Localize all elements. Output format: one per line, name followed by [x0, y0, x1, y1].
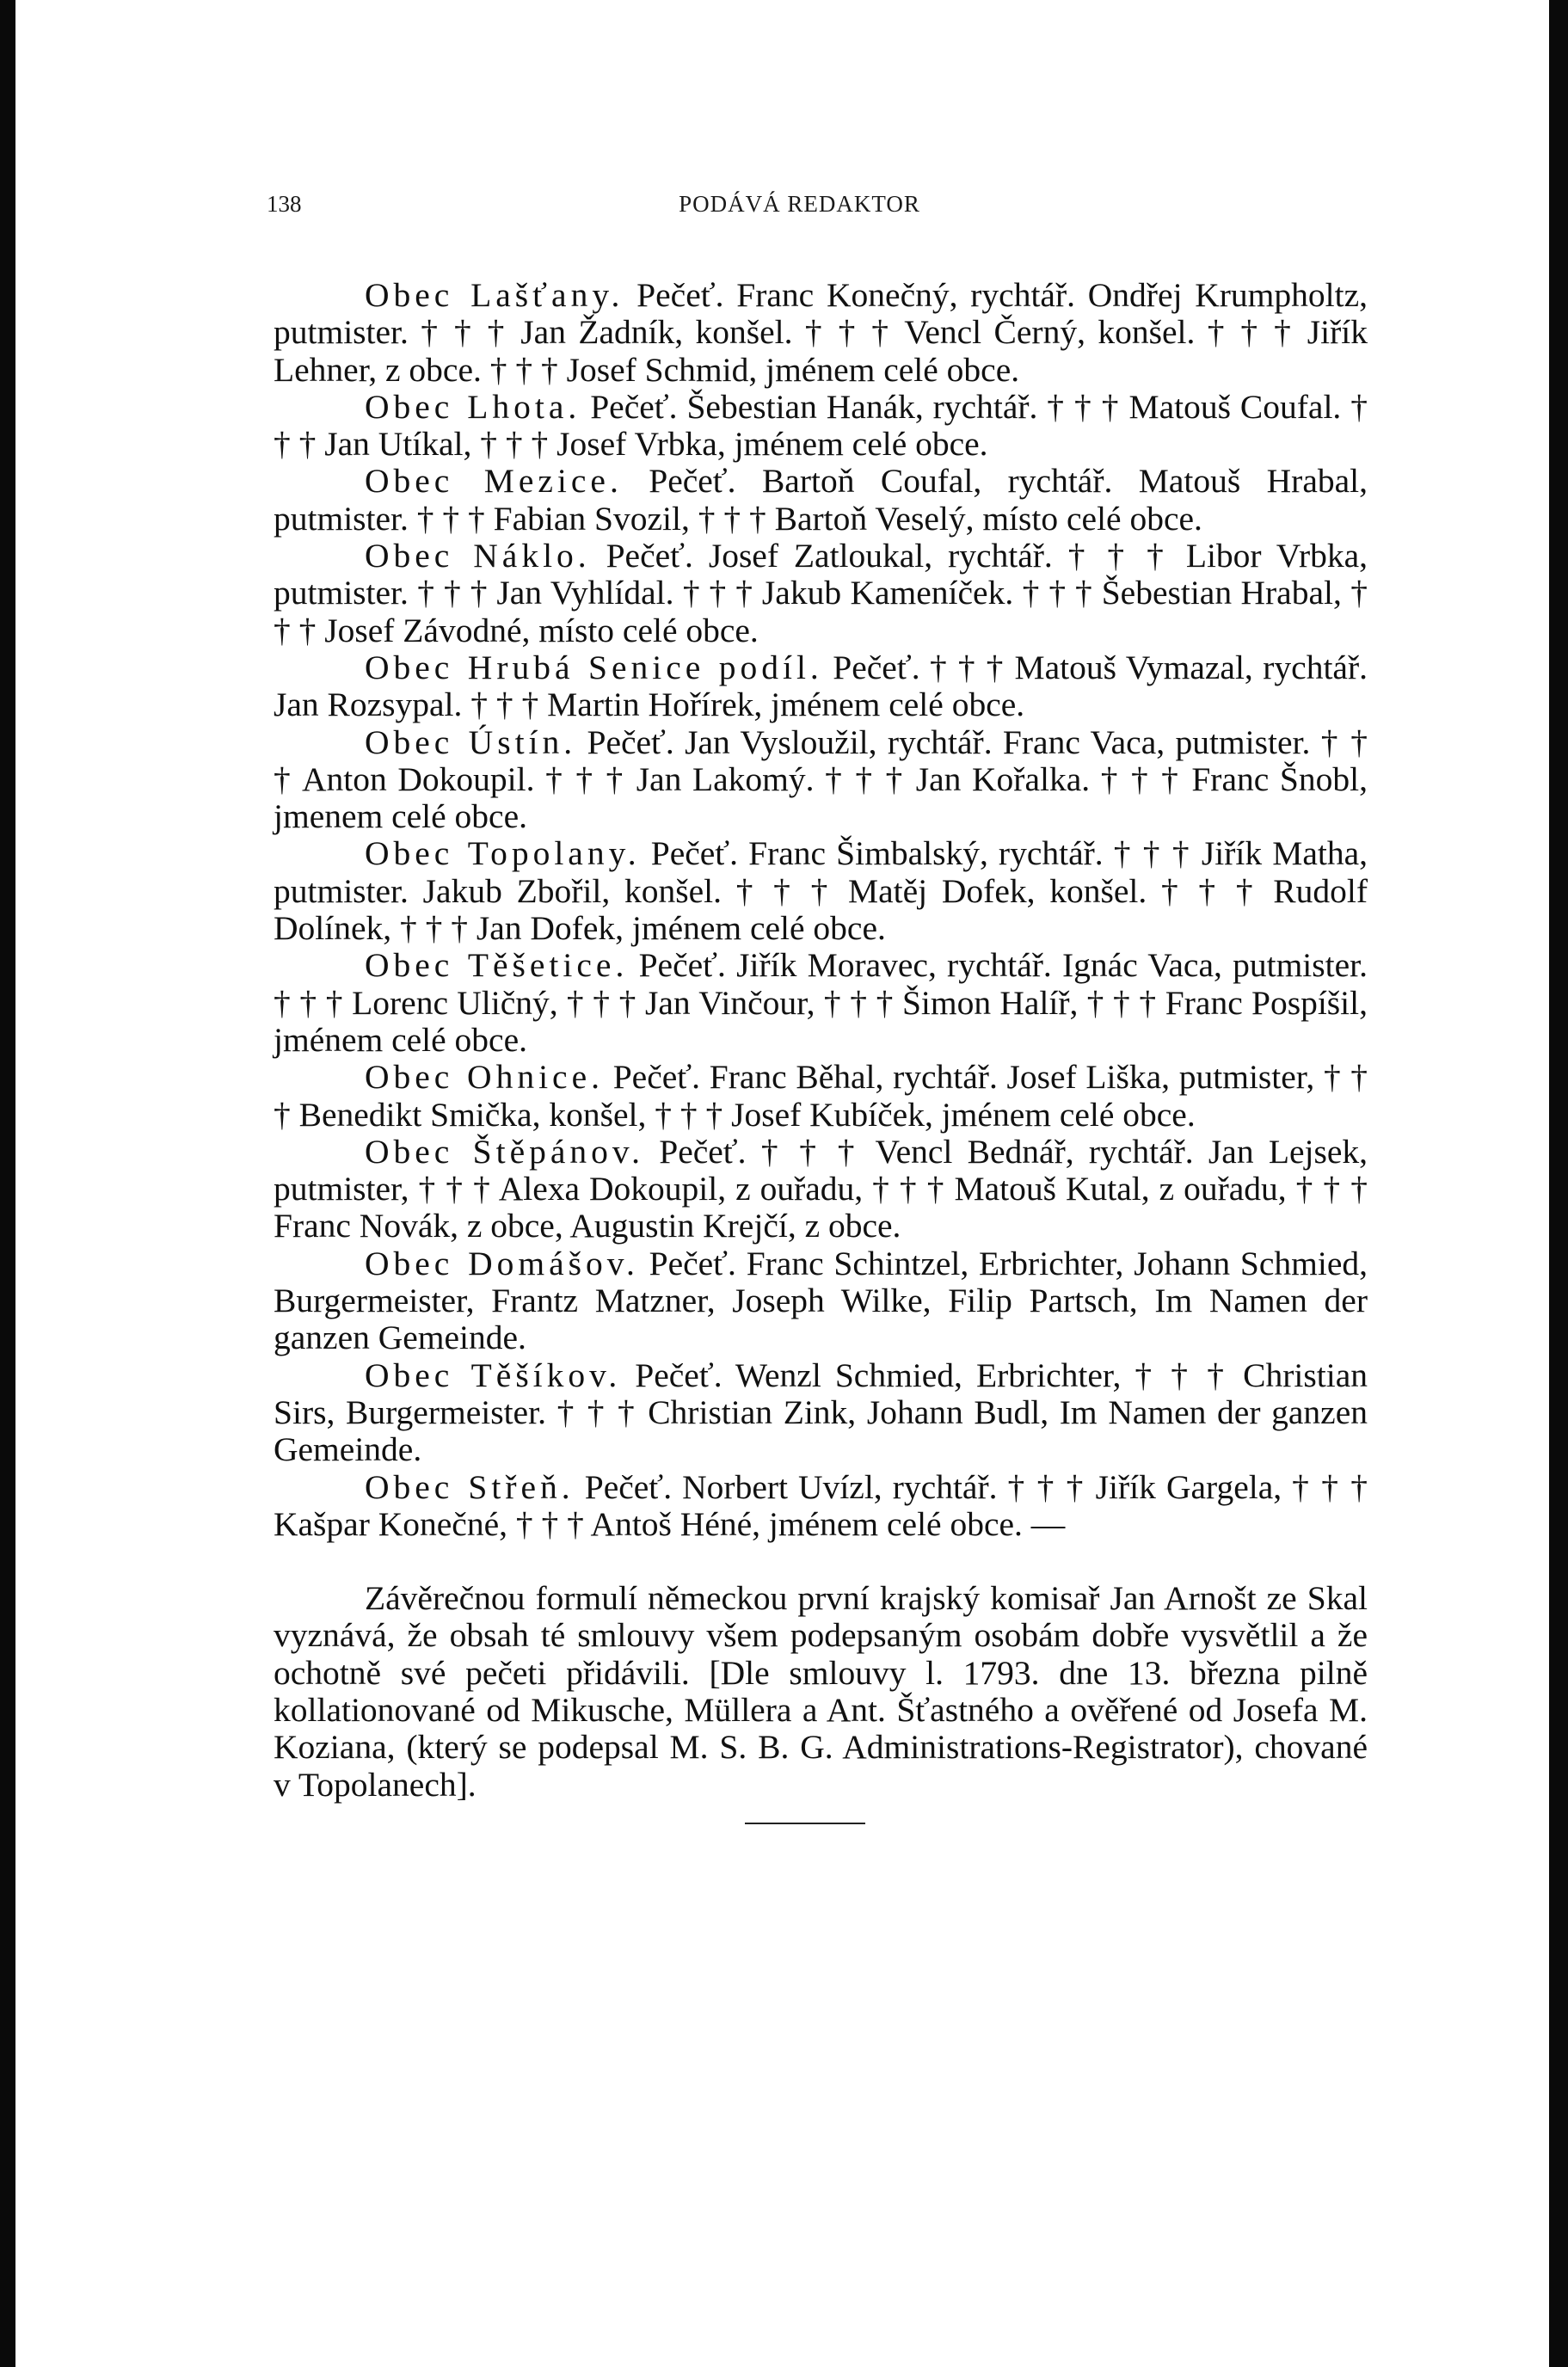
entry-paragraph	[274, 947, 1368, 1059]
village-name: Obec Ústín.	[365, 722, 577, 761]
running-head: PODÁVÁ REDAKTOR	[679, 191, 920, 217]
village-name: Obec Hrubá Senice podíl.	[365, 648, 823, 686]
entry-paragraph	[274, 277, 1368, 389]
village-name: Obec Lašťany.	[365, 276, 624, 314]
entry-text: Pečeť. † † † Vencl Bednář, rychtář. Jan Lejsek, putmister, † † † Alexa Dokoupil, z ouřadu, † † † Matouš Kutal, z ouřadu, † † † Franc Novák, z obce, Augustin Krejčí, z obce.	[274, 1132, 1368, 1245]
entry-paragraph	[274, 389, 1368, 464]
entry-paragraph	[274, 724, 1368, 836]
entry-text: Pečeť. Franc Schintzel, Erbrichter, Johann Schmied, Burgermeister, Frantz Matzner, Joseph Wilke, Filip Partsch, Im Namen der ganzen Gemeinde.	[274, 1244, 1368, 1357]
entry-paragraph	[274, 835, 1368, 947]
closing-paragraph: Závěrečnou formulí německou první krajský komisař Jan Arnošt ze Skal vyznává, že obsah té smlouvy všem podepsaným osobám dobře vysvětlil a že ochotně své pečeti přidávili. [Dle smlouvy l. 1793. dne 13. března pilně kollationované od Mikusche, Müllera a Ant. Šťastného a ověřené od Josefa M. Koziana, (který se podepsal M. S. B. G. Administrations-Registrator), chované v Topolanech].	[274, 1579, 1368, 1804]
entry-paragraph	[274, 1469, 1368, 1544]
village-name: Obec Mezice.	[365, 462, 623, 501]
village-name: Obec Domášov.	[365, 1244, 639, 1282]
village-name: Obec Těšíkov.	[365, 1356, 622, 1394]
entry-text: Pečeť. Norbert Uvízl, rychtář. † † † Jiřík Gargela, † † † Kašpar Konečné, † † † Antoš Héné, jménem celé obce. —	[274, 1467, 1368, 1543]
entry-paragraph	[274, 538, 1368, 649]
entry-text: Pečeť. Franc Konečný, rychtář. Ondřej Krumpholtz, putmister. † † † Jan Žadník, konšel. † † † Vencl Černý, konšel. † † † Jiřík Lehner, z obce. † † † Josef Schmid, jménem celé obce.	[274, 276, 1368, 389]
village-name: Obec Těšetice.	[365, 946, 629, 985]
entry-text: Pečeť. Franc Šimbalský, rychtář. † † † Jiřík Matha, putmister. Jakub Zbořil, konšel. † † † Matěj Dofek, konšel. † † † Rudolf Dolínek, † † † Jan Dofek, jménem celé obce.	[274, 834, 1368, 948]
entry-text: Pečeť. Josef Zatloukal, rychtář. † † † Libor Vrbka, putmister. † † † Jan Vyhlídal. † † † Jakub Kameníček. † † † Šebestian Hrabal, † † † Josef Závodné, místo celé obce.	[274, 537, 1368, 649]
village-name: Obec Lhota.	[365, 387, 581, 426]
entry-text: Pečeť. Franc Běhal, rychtář. Josef Liška, putmister, † † † Benedikt Smička, konšel, † † † Josef Kubíček, jménem celé obce.	[274, 1058, 1368, 1134]
village-name: Obec Náklo.	[365, 537, 591, 575]
page	[15, 0, 1549, 2367]
village-name: Obec Štěpánov.	[365, 1132, 644, 1171]
village-name: Obec Ohnice.	[365, 1058, 604, 1097]
village-name: Obec Topolany.	[365, 834, 641, 873]
entry-paragraph	[274, 1245, 1368, 1357]
entry-text: Pečeť. Jan Vysloužil, rychtář. Franc Vaca, putmister. † † † Anton Dokoupil. † † † Jan Lakomý. † † † Jan Kořalka. † † † Franc Šnobl, jmenem celé obce.	[274, 722, 1368, 836]
entry-text: Pečeť. Šebestian Hanák, rychtář. † † † Matouš Coufal. † † † Jan Utíkal, † † † Josef Vrbka, jménem celé obce.	[274, 387, 1368, 464]
entry-text: Pečeť. Wenzl Schmied, Erbrichter, † † † Christian Sirs, Burgermeister. † † † Christian Zink, Johann Budl, Im Namen der ganzen Gemeinde.	[274, 1356, 1368, 1469]
entry-paragraph	[274, 463, 1368, 538]
entry-paragraph	[274, 1059, 1368, 1134]
entry-paragraph	[274, 649, 1368, 724]
entry-text: Pečeť. † † † Matouš Vymazal, rychtář. Jan Rozsypal. † † † Martin Hořírek, jménem celé obce.	[274, 648, 1368, 724]
body-text	[274, 277, 1368, 1824]
entry-text: Pečeť. Jiřík Moravec, rychtář. Ignác Vaca, putmister. † † † Lorenc Uličný, † † † Jan Vinčour, † † † Šimon Halíř, † † † Franc Pospíšil, jménem celé obce.	[274, 946, 1368, 1059]
entry-paragraph	[274, 1134, 1368, 1245]
entry-text: Pečeť. Bartoň Coufal, rychtář. Matouš Hrabal, putmister. † † † Fabian Svozil, † † † Bartoň Veselý, místo celé obce.	[274, 462, 1368, 538]
page-number: 138	[267, 191, 302, 217]
entry-paragraph	[274, 1357, 1368, 1469]
closing-rule	[745, 1823, 865, 1824]
page-header	[267, 191, 1332, 225]
village-name: Obec Střeň.	[365, 1467, 575, 1506]
